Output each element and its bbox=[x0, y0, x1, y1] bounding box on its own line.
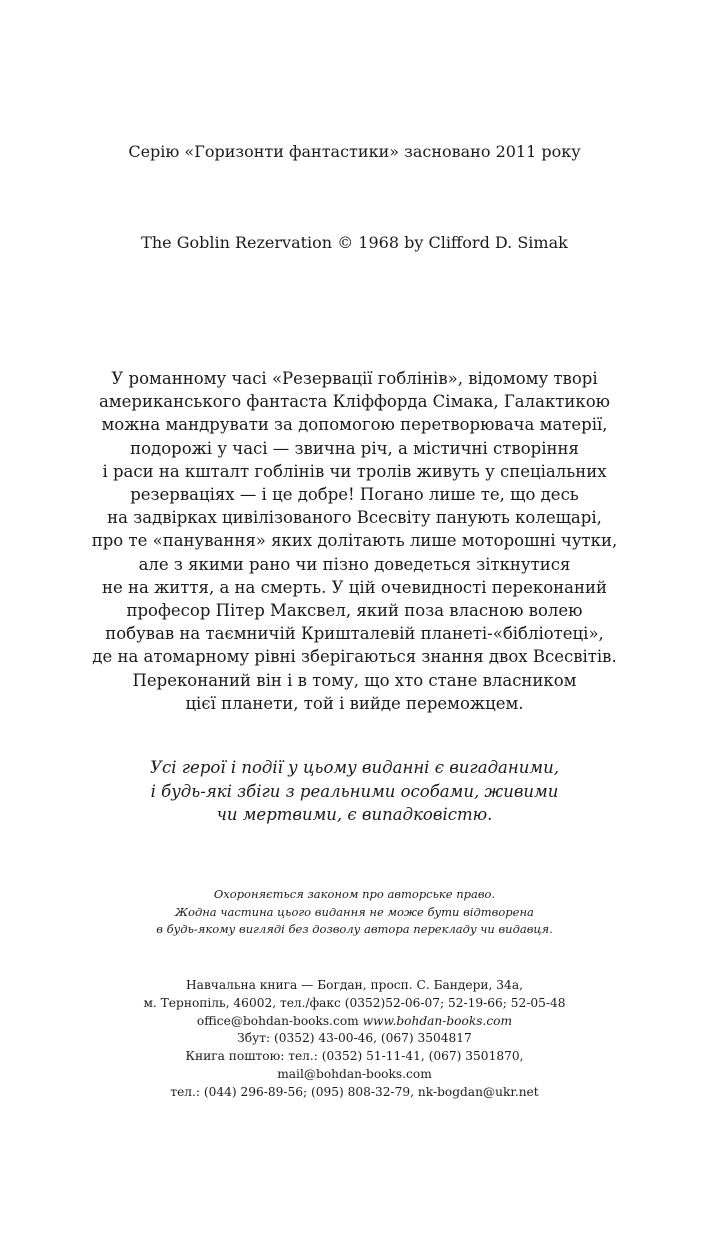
annotation-line: професор Пітер Максвел, який поза власною волею bbox=[126, 601, 583, 621]
publisher-website[interactable]: www.bohdan-books.com bbox=[362, 1013, 513, 1028]
publisher-contacts bbox=[0, 1013, 709, 1031]
disclaimer-line: і будь-які збіги з реальними особами, живими bbox=[150, 781, 559, 801]
annotation-line: американського фантаста Кліффорда Сімака, Галактикою bbox=[98, 392, 611, 412]
series-note bbox=[0, 141, 709, 163]
publisher-sales: Збут: (0352) 43-00-46, (067) 3504817 bbox=[237, 1031, 472, 1046]
publisher-info bbox=[0, 977, 709, 1102]
publisher-phones-kyiv: тел.: (044) 296-89-56; (095) 808-32-79, nk-bogdan@ukr.net bbox=[170, 1084, 539, 1099]
publisher-city-phones: м. Тернопіль, 46002, тел./факс (0352)52-06-07; 52-19-66; 52-05-48 bbox=[143, 995, 566, 1010]
annotation-line: У романному часі «Резервації гоблінів», відомому творі bbox=[111, 369, 598, 388]
legal-line: Охороняється законом про авторське право. bbox=[213, 887, 496, 901]
publisher-email[interactable]: office@bohdan-books.com bbox=[196, 1013, 359, 1028]
annotation-line: Переконаний він і в тому, що хто стане власником bbox=[132, 670, 577, 690]
book-annotation bbox=[0, 367, 709, 715]
annotation-line: про те «панування» яких долітають лише моторошні чутки, bbox=[91, 531, 618, 551]
disclaimer-line: чи мертвими, є випадковістю. bbox=[216, 805, 493, 824]
annotation-line: резерваціях — і це добре! Погано лише те, що десь bbox=[130, 485, 579, 505]
annotation-line: подорожі у часі — звична річ, а містичні створіння bbox=[130, 438, 579, 458]
annotation-line: цієї планети, той і вийде переможцем. bbox=[185, 693, 524, 713]
annotation-line: де на атомарному рівні зберігаються знання двох Всесвітів. bbox=[92, 647, 617, 667]
annotation-line: і раси на кшталт гоблінів чи тролів живуть у спеціальних bbox=[102, 461, 607, 481]
publisher-mail-email[interactable]: mail@bohdan-books.com bbox=[277, 1066, 432, 1081]
annotation-line: на задвірках цивілізованого Всесвіту панують колещарі, bbox=[107, 508, 602, 528]
annotation-line: можна мандрувати за допомогою перетворювача матерії, bbox=[101, 415, 608, 435]
legal-line: Жодна частина цього видання не може бути відтворена bbox=[175, 904, 534, 919]
publisher-address: Навчальна книга — Богдан, просп. С. Бандери, 34а, bbox=[186, 978, 523, 992]
legal-line: в будь-якому вигляді без дозволу автора перекладу чи видавця. bbox=[156, 922, 553, 936]
annotation-line: побував на таємничій Кришталевій планеті-«бібліотеці», bbox=[105, 624, 604, 644]
annotation-line: не на життя, а на смерть. У цій очевидності переконаний bbox=[102, 577, 607, 597]
series-note-text: Серію «Горизонти фантастики» засновано 2011 року bbox=[128, 142, 581, 161]
annotation-line: але з якими рано чи пізно доведеться зіткнутися bbox=[138, 554, 571, 574]
disclaimer-line: Усі герої і події у цьому виданні є вигаданими, bbox=[150, 758, 559, 777]
fiction-disclaimer bbox=[0, 756, 709, 827]
copyright-notice bbox=[0, 232, 709, 254]
legal-notice bbox=[0, 886, 709, 939]
copyright-text: The Goblin Rezervation © 1968 by Clifford D. Simak bbox=[141, 233, 568, 252]
publisher-mail-order: Книга поштою: тел.: (0352) 51-11-41, (067) 3501870, bbox=[185, 1049, 524, 1064]
